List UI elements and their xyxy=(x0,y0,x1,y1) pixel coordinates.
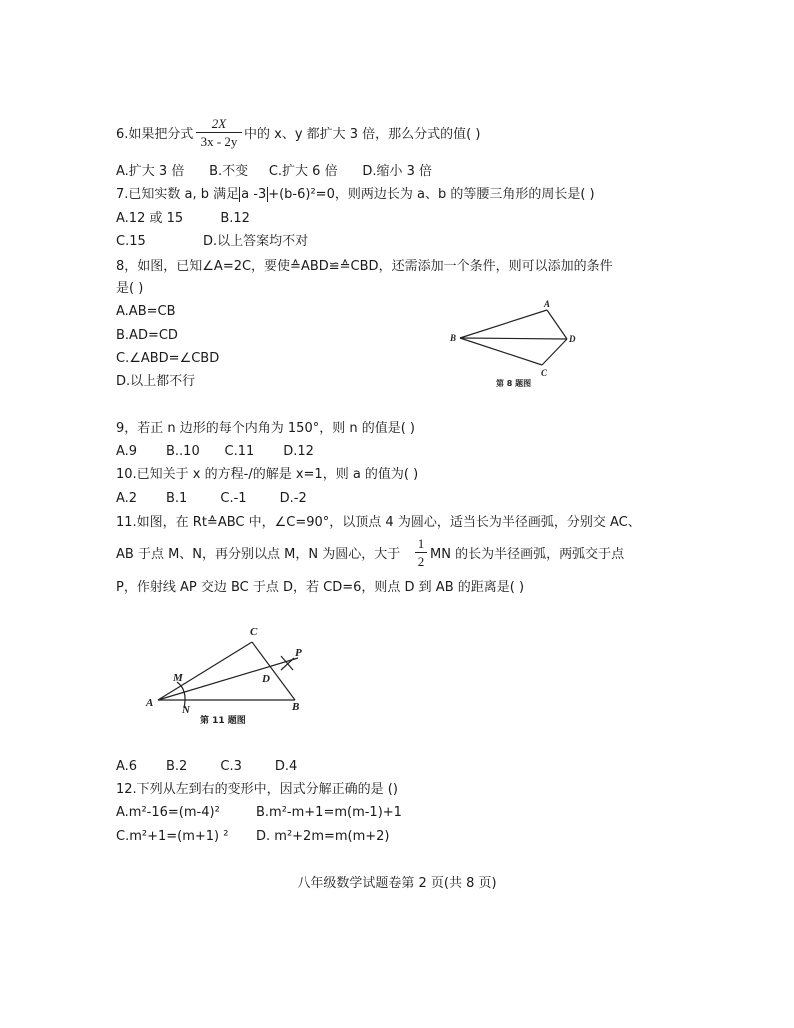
q11-label-c: C xyxy=(250,626,258,638)
q8-label-b: B xyxy=(450,333,457,343)
segment-ac xyxy=(158,642,252,700)
q7-option-c: C.15 xyxy=(116,234,146,249)
page-footer: 八年级数学试题卷第 2 页(共 8 页) xyxy=(297,876,497,891)
q8-option-c: C.∠ABD=∠CBD xyxy=(116,351,220,366)
q11-label-m: M xyxy=(173,672,183,684)
q7-option-d: D.以上答案均不对 xyxy=(203,234,309,249)
q11-stem-line-1: 11.如图，在 Rt≙ABC 中，∠C=90°，以顶点 4 为圆心，适当长为半径画弧，分别交 AC、 xyxy=(116,515,641,530)
q6-fraction-numerator: 2X xyxy=(211,116,227,131)
q8-figure xyxy=(440,296,600,394)
q11-label-p: P xyxy=(295,647,302,659)
q7-options-line-1: A.12 或 15 B.12 xyxy=(116,211,250,226)
q8-figure-lines xyxy=(460,310,567,365)
segment-bd xyxy=(460,338,567,339)
q12-stem: 12.下列从左到右的变形中，因式分解正确的是 () xyxy=(116,782,398,797)
q8-figure-caption: 第 8 题图 xyxy=(496,379,532,388)
q12-option-a: A.m²-16=(m-4)² xyxy=(116,805,220,820)
q11-options: A.6 B.2 C.3 D.4 xyxy=(116,759,298,774)
q11-stem-line-3: P，作射线 AP 交边 BC 于点 D，若 CD=6，则点 D 到 AB 的距离是( ) xyxy=(116,580,525,595)
segment-ad xyxy=(547,310,567,339)
q8-stem-line-2: 是( ) xyxy=(116,281,144,296)
q7-stem-prefix: 7.已知实数 a, b 满足 xyxy=(116,187,240,202)
q10-stem: 10.已知关于 x 的方程-/的解是 x=1，则 a 的值为( ) xyxy=(116,467,419,482)
q7-stem xyxy=(116,186,595,204)
segment-bc xyxy=(460,338,542,365)
q8-label-d: D xyxy=(569,334,576,344)
fraction-bar xyxy=(196,132,242,133)
q8-label-c: C xyxy=(541,368,548,378)
q11-fraction-denominator: 2 xyxy=(417,554,425,569)
q12-option-b: B.m²-m+1=m(m-1)+1 xyxy=(256,805,402,820)
q8-option-a: A.AB=CB xyxy=(116,304,176,319)
q10-options: A.2 B.1 C.-1 D.-2 xyxy=(116,491,307,506)
q6-fraction-denominator: 3x - 2y xyxy=(200,134,238,149)
q11-fraction xyxy=(415,536,427,569)
q9-stem: 9，若正 n 边形的每个内角为 150°，则 n 的值是( ) xyxy=(116,421,416,436)
q11-label-a: A xyxy=(146,697,154,709)
q11-fraction-numerator: 1 xyxy=(417,536,425,551)
q6-fraction xyxy=(196,116,242,149)
q7-absolute-value: a -3 xyxy=(241,187,267,202)
q9-options: A.9 B..10 C.11 D.12 xyxy=(116,444,314,459)
segment-ba xyxy=(460,310,547,338)
q11-label-n: N xyxy=(182,704,190,716)
q12-option-c: C.m²+1=(m+1) ² xyxy=(116,829,229,844)
q8-stem-line-1: 8，如图，已知∠A=2C，要使≙ABD≌≙CBD，还需添加一个条件，则可以添加的条件 xyxy=(116,259,613,274)
q11-stem-line-2-suffix: MN 的长为半径画弧，两弧交于点 xyxy=(430,547,625,562)
q11-label-b: B xyxy=(292,701,300,713)
segment-cb xyxy=(252,642,295,700)
fraction-bar xyxy=(415,552,427,553)
q12-option-d: D. m²+2m=m(m+2) xyxy=(256,829,390,844)
q7-stem-suffix: +(b-6)²=0，则两边长为 a、b 的等腰三角形的周长是( ) xyxy=(268,187,595,202)
q6-stem-suffix: 中的 x、y 都扩大 3 倍，那么分式的值( ) xyxy=(244,127,481,142)
q8-option-d: D.以上都不行 xyxy=(116,374,196,389)
q11-stem-line-2-prefix: AB 于点 M、N，再分别以点 M，N 为圆心，大于 xyxy=(116,547,401,562)
segment-cd xyxy=(542,339,567,365)
q8-option-b: B.AD=CD xyxy=(116,328,178,343)
q11-figure-caption: 第 11 题图 xyxy=(200,716,246,726)
q8-label-a: A xyxy=(544,299,551,309)
q6-stem-prefix: 6.如果把分式 xyxy=(116,127,194,142)
q11-figure xyxy=(140,620,320,730)
q6-options: A.扩大 3 倍 B.不变 C.扩大 6 倍 D.缩小 3 倍 xyxy=(116,164,433,179)
q11-label-d: D xyxy=(262,673,270,685)
